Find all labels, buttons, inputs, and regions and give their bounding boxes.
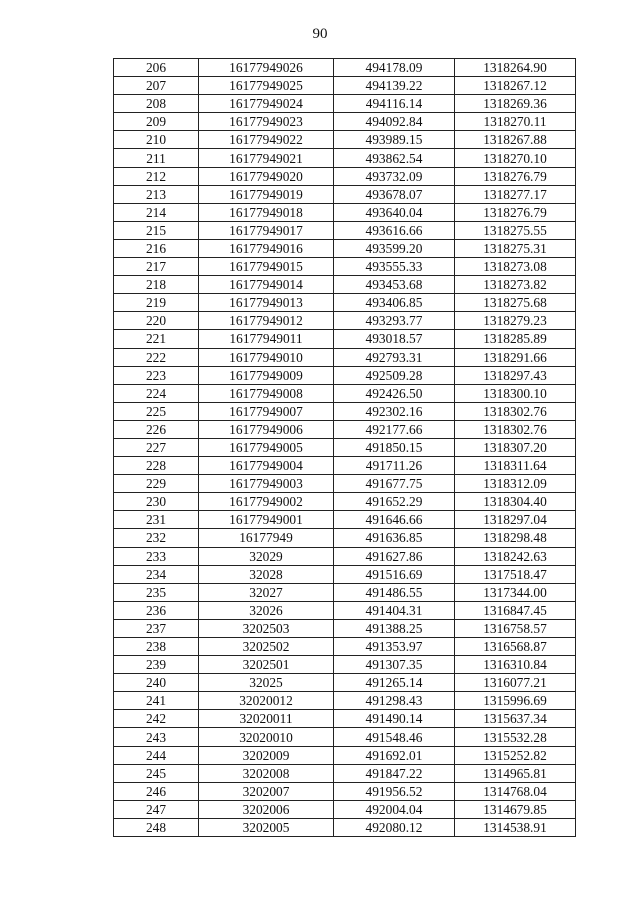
table-row — [114, 764, 576, 782]
x-coordinate-cell: 493293.77 — [334, 312, 455, 330]
table-row — [114, 77, 576, 95]
table-row — [114, 258, 576, 276]
point-number-cell: 206 — [114, 59, 199, 77]
y-coordinate-cell: 1315996.69 — [455, 692, 576, 710]
x-coordinate-cell: 492426.50 — [334, 384, 455, 402]
point-id-cell: 16177949007 — [199, 402, 334, 420]
table-row — [114, 203, 576, 221]
x-coordinate-cell: 491548.46 — [334, 728, 455, 746]
y-coordinate-cell: 1318269.36 — [455, 95, 576, 113]
x-coordinate-cell: 492004.04 — [334, 800, 455, 818]
point-id-cell: 16177949005 — [199, 438, 334, 456]
y-coordinate-cell: 1318273.82 — [455, 276, 576, 294]
table-row — [114, 656, 576, 674]
table-row — [114, 149, 576, 167]
point-id-cell: 16177949024 — [199, 95, 334, 113]
point-number-cell: 228 — [114, 457, 199, 475]
point-number-cell: 231 — [114, 511, 199, 529]
point-number-cell: 226 — [114, 420, 199, 438]
y-coordinate-cell: 1318275.55 — [455, 221, 576, 239]
point-id-cell: 16177949008 — [199, 384, 334, 402]
table-row — [114, 746, 576, 764]
point-id-cell: 16177949002 — [199, 493, 334, 511]
point-number-cell: 235 — [114, 583, 199, 601]
y-coordinate-cell: 1318277.17 — [455, 185, 576, 203]
point-number-cell: 230 — [114, 493, 199, 511]
point-number-cell: 210 — [114, 131, 199, 149]
x-coordinate-cell: 492177.66 — [334, 420, 455, 438]
table-row — [114, 95, 576, 113]
point-id-cell: 16177949015 — [199, 258, 334, 276]
y-coordinate-cell: 1318275.68 — [455, 294, 576, 312]
point-id-cell: 3202006 — [199, 800, 334, 818]
y-coordinate-cell: 1318297.43 — [455, 366, 576, 384]
point-number-cell: 238 — [114, 638, 199, 656]
x-coordinate-cell: 491388.25 — [334, 619, 455, 637]
y-coordinate-cell: 1318291.66 — [455, 348, 576, 366]
y-coordinate-cell: 1316758.57 — [455, 619, 576, 637]
table-row — [114, 366, 576, 384]
x-coordinate-cell: 491298.43 — [334, 692, 455, 710]
point-id-cell: 16177949021 — [199, 149, 334, 167]
point-id-cell: 16177949001 — [199, 511, 334, 529]
point-id-cell: 16177949022 — [199, 131, 334, 149]
table-row — [114, 348, 576, 366]
point-number-cell: 225 — [114, 402, 199, 420]
x-coordinate-cell: 494116.14 — [334, 95, 455, 113]
point-number-cell: 227 — [114, 438, 199, 456]
table-row — [114, 782, 576, 800]
point-id-cell: 16177949016 — [199, 239, 334, 257]
table-row — [114, 710, 576, 728]
y-coordinate-cell: 1317344.00 — [455, 583, 576, 601]
point-id-cell: 32020011 — [199, 710, 334, 728]
x-coordinate-cell: 491404.31 — [334, 601, 455, 619]
point-id-cell: 32026 — [199, 601, 334, 619]
y-coordinate-cell: 1318312.09 — [455, 475, 576, 493]
table-row — [114, 511, 576, 529]
table-row — [114, 565, 576, 583]
x-coordinate-cell: 492302.16 — [334, 402, 455, 420]
point-number-cell: 223 — [114, 366, 199, 384]
x-coordinate-cell: 493616.66 — [334, 221, 455, 239]
x-coordinate-cell: 491847.22 — [334, 764, 455, 782]
x-coordinate-cell: 492080.12 — [334, 818, 455, 836]
y-coordinate-cell: 1318304.40 — [455, 493, 576, 511]
y-coordinate-cell: 1314768.04 — [455, 782, 576, 800]
y-coordinate-cell: 1318275.31 — [455, 239, 576, 257]
point-number-cell: 218 — [114, 276, 199, 294]
point-id-cell: 16177949012 — [199, 312, 334, 330]
table-row — [114, 475, 576, 493]
point-number-cell: 215 — [114, 221, 199, 239]
point-number-cell: 209 — [114, 113, 199, 131]
point-number-cell: 241 — [114, 692, 199, 710]
y-coordinate-cell: 1318311.64 — [455, 457, 576, 475]
y-coordinate-cell: 1318267.12 — [455, 77, 576, 95]
point-id-cell: 16177949 — [199, 529, 334, 547]
point-id-cell: 32029 — [199, 547, 334, 565]
point-id-cell: 16177949010 — [199, 348, 334, 366]
point-id-cell: 16177949014 — [199, 276, 334, 294]
x-coordinate-cell: 493989.15 — [334, 131, 455, 149]
x-coordinate-cell: 491486.55 — [334, 583, 455, 601]
x-coordinate-cell: 493732.09 — [334, 167, 455, 185]
point-number-cell: 245 — [114, 764, 199, 782]
point-number-cell: 246 — [114, 782, 199, 800]
table-row — [114, 457, 576, 475]
x-coordinate-cell: 494178.09 — [334, 59, 455, 77]
point-number-cell: 247 — [114, 800, 199, 818]
table-row — [114, 818, 576, 836]
x-coordinate-cell: 493678.07 — [334, 185, 455, 203]
point-number-cell: 213 — [114, 185, 199, 203]
y-coordinate-cell: 1316847.45 — [455, 601, 576, 619]
x-coordinate-cell: 493862.54 — [334, 149, 455, 167]
y-coordinate-cell: 1316568.87 — [455, 638, 576, 656]
table-row — [114, 402, 576, 420]
y-coordinate-cell: 1318285.89 — [455, 330, 576, 348]
point-number-cell: 220 — [114, 312, 199, 330]
point-number-cell: 248 — [114, 818, 199, 836]
table-row — [114, 312, 576, 330]
y-coordinate-cell: 1317518.47 — [455, 565, 576, 583]
y-coordinate-cell: 1314965.81 — [455, 764, 576, 782]
point-id-cell: 16177949017 — [199, 221, 334, 239]
point-number-cell: 236 — [114, 601, 199, 619]
point-id-cell: 3202005 — [199, 818, 334, 836]
table-row — [114, 239, 576, 257]
y-coordinate-cell: 1318302.76 — [455, 402, 576, 420]
point-id-cell: 16177949011 — [199, 330, 334, 348]
point-id-cell: 16177949019 — [199, 185, 334, 203]
table-row — [114, 438, 576, 456]
y-coordinate-cell: 1314538.91 — [455, 818, 576, 836]
x-coordinate-cell: 491956.52 — [334, 782, 455, 800]
point-id-cell: 3202007 — [199, 782, 334, 800]
table-row — [114, 583, 576, 601]
point-number-cell: 211 — [114, 149, 199, 167]
x-coordinate-cell: 491711.26 — [334, 457, 455, 475]
x-coordinate-cell: 491677.75 — [334, 475, 455, 493]
table-row — [114, 294, 576, 312]
x-coordinate-cell: 491307.35 — [334, 656, 455, 674]
table-row — [114, 330, 576, 348]
point-id-cell: 16177949004 — [199, 457, 334, 475]
table-row — [114, 221, 576, 239]
y-coordinate-cell: 1318298.48 — [455, 529, 576, 547]
point-number-cell: 237 — [114, 619, 199, 637]
coordinates-table — [113, 58, 576, 837]
point-id-cell: 3202502 — [199, 638, 334, 656]
y-coordinate-cell: 1315532.28 — [455, 728, 576, 746]
point-id-cell: 32020010 — [199, 728, 334, 746]
x-coordinate-cell: 491636.85 — [334, 529, 455, 547]
x-coordinate-cell: 493640.04 — [334, 203, 455, 221]
point-number-cell: 214 — [114, 203, 199, 221]
table-row — [114, 692, 576, 710]
table-row — [114, 619, 576, 637]
point-id-cell: 3202503 — [199, 619, 334, 637]
point-id-cell: 32020012 — [199, 692, 334, 710]
point-id-cell: 16177949025 — [199, 77, 334, 95]
y-coordinate-cell: 1314679.85 — [455, 800, 576, 818]
point-id-cell: 16177949018 — [199, 203, 334, 221]
point-id-cell: 3202008 — [199, 764, 334, 782]
x-coordinate-cell: 493406.85 — [334, 294, 455, 312]
point-id-cell: 3202009 — [199, 746, 334, 764]
point-id-cell: 3202501 — [199, 656, 334, 674]
point-number-cell: 208 — [114, 95, 199, 113]
point-number-cell: 229 — [114, 475, 199, 493]
table-row — [114, 800, 576, 818]
table-row — [114, 59, 576, 77]
x-coordinate-cell: 491265.14 — [334, 674, 455, 692]
x-coordinate-cell: 493453.68 — [334, 276, 455, 294]
x-coordinate-cell: 491692.01 — [334, 746, 455, 764]
y-coordinate-cell: 1318270.11 — [455, 113, 576, 131]
y-coordinate-cell: 1318242.63 — [455, 547, 576, 565]
table-row — [114, 529, 576, 547]
point-number-cell: 242 — [114, 710, 199, 728]
x-coordinate-cell: 491516.69 — [334, 565, 455, 583]
point-number-cell: 243 — [114, 728, 199, 746]
x-coordinate-cell: 491490.14 — [334, 710, 455, 728]
coordinates-table-body — [114, 59, 576, 837]
point-number-cell: 232 — [114, 529, 199, 547]
point-number-cell: 244 — [114, 746, 199, 764]
point-id-cell: 16177949003 — [199, 475, 334, 493]
table-row — [114, 185, 576, 203]
x-coordinate-cell: 491850.15 — [334, 438, 455, 456]
y-coordinate-cell: 1318300.10 — [455, 384, 576, 402]
x-coordinate-cell: 492793.31 — [334, 348, 455, 366]
y-coordinate-cell: 1318267.88 — [455, 131, 576, 149]
point-number-cell: 207 — [114, 77, 199, 95]
y-coordinate-cell: 1315252.82 — [455, 746, 576, 764]
table-row — [114, 113, 576, 131]
y-coordinate-cell: 1318270.10 — [455, 149, 576, 167]
page-number: 90 — [312, 26, 328, 42]
table-row — [114, 638, 576, 656]
point-id-cell: 16177949009 — [199, 366, 334, 384]
point-id-cell: 16177949006 — [199, 420, 334, 438]
table-row — [114, 384, 576, 402]
table-row — [114, 167, 576, 185]
point-number-cell: 222 — [114, 348, 199, 366]
point-id-cell: 16177949026 — [199, 59, 334, 77]
point-id-cell: 32025 — [199, 674, 334, 692]
table-row — [114, 728, 576, 746]
y-coordinate-cell: 1318276.79 — [455, 203, 576, 221]
x-coordinate-cell: 493555.33 — [334, 258, 455, 276]
point-number-cell: 224 — [114, 384, 199, 402]
x-coordinate-cell: 491646.66 — [334, 511, 455, 529]
point-id-cell: 16177949013 — [199, 294, 334, 312]
point-number-cell: 216 — [114, 239, 199, 257]
table-row — [114, 547, 576, 565]
x-coordinate-cell: 492509.28 — [334, 366, 455, 384]
y-coordinate-cell: 1315637.34 — [455, 710, 576, 728]
x-coordinate-cell: 494092.84 — [334, 113, 455, 131]
point-number-cell: 221 — [114, 330, 199, 348]
x-coordinate-cell: 493599.20 — [334, 239, 455, 257]
y-coordinate-cell: 1318276.79 — [455, 167, 576, 185]
point-id-cell: 16177949023 — [199, 113, 334, 131]
y-coordinate-cell: 1318264.90 — [455, 59, 576, 77]
table-row — [114, 276, 576, 294]
y-coordinate-cell: 1318302.76 — [455, 420, 576, 438]
table-row — [114, 493, 576, 511]
x-coordinate-cell: 494139.22 — [334, 77, 455, 95]
x-coordinate-cell: 491353.97 — [334, 638, 455, 656]
y-coordinate-cell: 1318297.04 — [455, 511, 576, 529]
y-coordinate-cell: 1318273.08 — [455, 258, 576, 276]
point-number-cell: 240 — [114, 674, 199, 692]
point-number-cell: 234 — [114, 565, 199, 583]
y-coordinate-cell: 1316310.84 — [455, 656, 576, 674]
table-row — [114, 674, 576, 692]
point-number-cell: 219 — [114, 294, 199, 312]
x-coordinate-cell: 491652.29 — [334, 493, 455, 511]
y-coordinate-cell: 1318307.20 — [455, 438, 576, 456]
point-number-cell: 212 — [114, 167, 199, 185]
table-row — [114, 131, 576, 149]
x-coordinate-cell: 493018.57 — [334, 330, 455, 348]
y-coordinate-cell: 1316077.21 — [455, 674, 576, 692]
point-id-cell: 32028 — [199, 565, 334, 583]
y-coordinate-cell: 1318279.23 — [455, 312, 576, 330]
point-number-cell: 239 — [114, 656, 199, 674]
point-id-cell: 32027 — [199, 583, 334, 601]
point-id-cell: 16177949020 — [199, 167, 334, 185]
point-number-cell: 217 — [114, 258, 199, 276]
table-row — [114, 601, 576, 619]
point-number-cell: 233 — [114, 547, 199, 565]
table-row — [114, 420, 576, 438]
x-coordinate-cell: 491627.86 — [334, 547, 455, 565]
